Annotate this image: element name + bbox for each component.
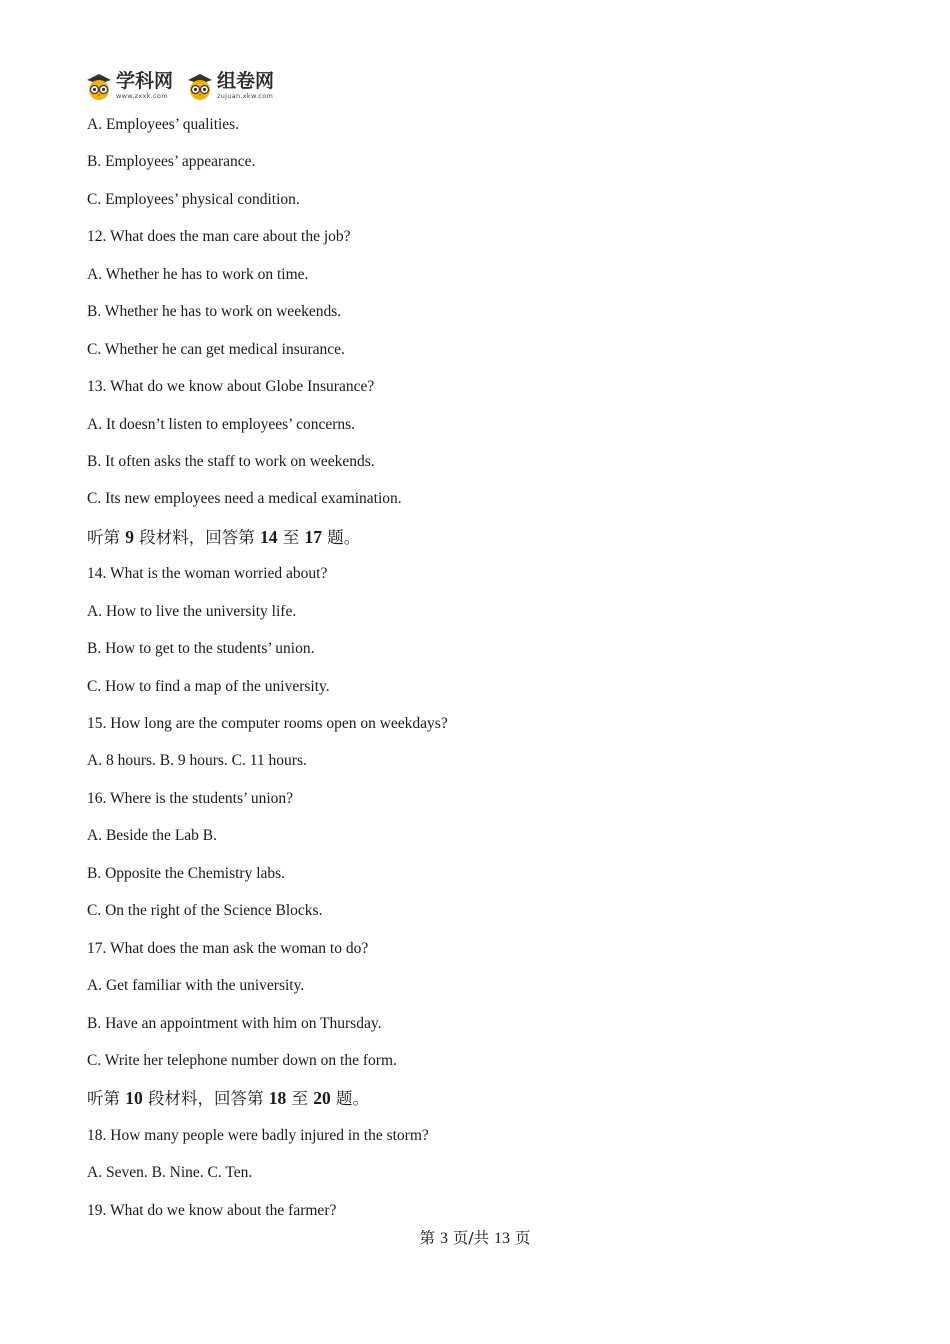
section-text: 听第 <box>87 527 126 547</box>
option-line: B. Have an appointment with him on Thursday. <box>87 1014 382 1032</box>
footer-total-pages: 13 <box>494 1230 511 1247</box>
document-body <box>87 112 867 1235</box>
section-text: 段材料，回答第 <box>134 527 260 547</box>
option-line: B. It often asks the staff to work on weekends. <box>87 452 375 470</box>
section-number: 18 <box>268 1088 287 1109</box>
section-text: 至 <box>286 1089 314 1109</box>
option-line: B. How to get to the students’ union. <box>87 640 315 658</box>
question-line: 16. Where is the students’ union? <box>87 789 294 807</box>
owl-mascot-icon <box>84 71 114 101</box>
section-text: 段材料，回答第 <box>142 1089 269 1109</box>
option-line: B. Employees’ appearance. <box>87 153 256 171</box>
section-number: 14 <box>260 526 278 547</box>
section-number: 20 <box>313 1088 331 1109</box>
footer-prefix: 第 <box>419 1229 440 1247</box>
option-line: B. Whether he has to work on weekends. <box>87 303 342 321</box>
option-line: A. Beside the Lab B. <box>87 827 218 845</box>
section-number: 17 <box>304 526 322 547</box>
page-footer <box>0 1226 950 1248</box>
owl-mascot-icon <box>185 71 215 101</box>
question-line: 15. How long are the computer rooms open on weekdays? <box>87 715 448 732</box>
option-line: A. Seven. B. Nine. C. Ten. <box>87 1164 253 1182</box>
option-line: A. 8 hours. B. 9 hours. C. 11 hours. <box>87 752 307 770</box>
question-line: 18. How many people were badly injured in the storm? <box>87 1126 429 1144</box>
section-text: 至 <box>277 527 305 547</box>
zujuan-logo-url: zujuan.xkw.com <box>217 92 274 101</box>
section-heading <box>87 524 867 561</box>
question-line: 12. What does the man care about the job? <box>87 228 351 246</box>
option-line: A. It doesn’t listen to employees’ concerns. <box>87 415 356 433</box>
question-line: 17. What does the man ask the woman to do? <box>87 939 369 957</box>
section-number: 10 <box>125 1088 143 1109</box>
zxxk-logo[interactable] <box>84 71 173 101</box>
option-line: C. Whether he can get medical insurance. <box>87 340 345 358</box>
section-number: 9 <box>125 526 134 547</box>
zujuan-logo-title: 组卷网 <box>217 70 275 93</box>
question-line: 19. What do we know about the farmer? <box>87 1201 337 1219</box>
question-line: 13. What do we know about Globe Insurance? <box>87 378 375 396</box>
header-logos <box>84 68 286 104</box>
section-text: 听第 <box>87 1089 126 1109</box>
option-line: C. On the right of the Science Blocks. <box>87 902 323 920</box>
section-text: 题。 <box>322 527 361 547</box>
option-line: B. Opposite the Chemistry labs. <box>87 864 286 882</box>
option-line: A. Whether he has to work on time. <box>87 265 309 283</box>
section-text: 题。 <box>330 1089 369 1109</box>
option-line: A. Get familiar with the university. <box>87 977 305 995</box>
zxxk-logo-title: 学科网 <box>116 70 174 93</box>
option-line: C. Employees’ physical condition. <box>87 190 300 208</box>
zujuan-logo[interactable] <box>185 71 274 101</box>
option-line: C. How to find a map of the university. <box>87 677 330 695</box>
zxxk-logo-url: www.zxxk.com <box>116 92 168 101</box>
footer-middle: 页/共 <box>447 1229 495 1247</box>
footer-current-page: 3 <box>439 1230 448 1247</box>
section-heading <box>87 1085 867 1122</box>
option-line: C. Write her telephone number down on the form. <box>87 1051 397 1069</box>
question-line: 14. What is the woman worried about? <box>87 565 328 583</box>
option-line: C. Its new employees need a medical examination. <box>87 490 402 508</box>
option-line: A. How to live the university life. <box>87 602 297 620</box>
footer-suffix: 页 <box>510 1229 531 1247</box>
option-line: A. Employees’ qualities. <box>87 116 240 133</box>
